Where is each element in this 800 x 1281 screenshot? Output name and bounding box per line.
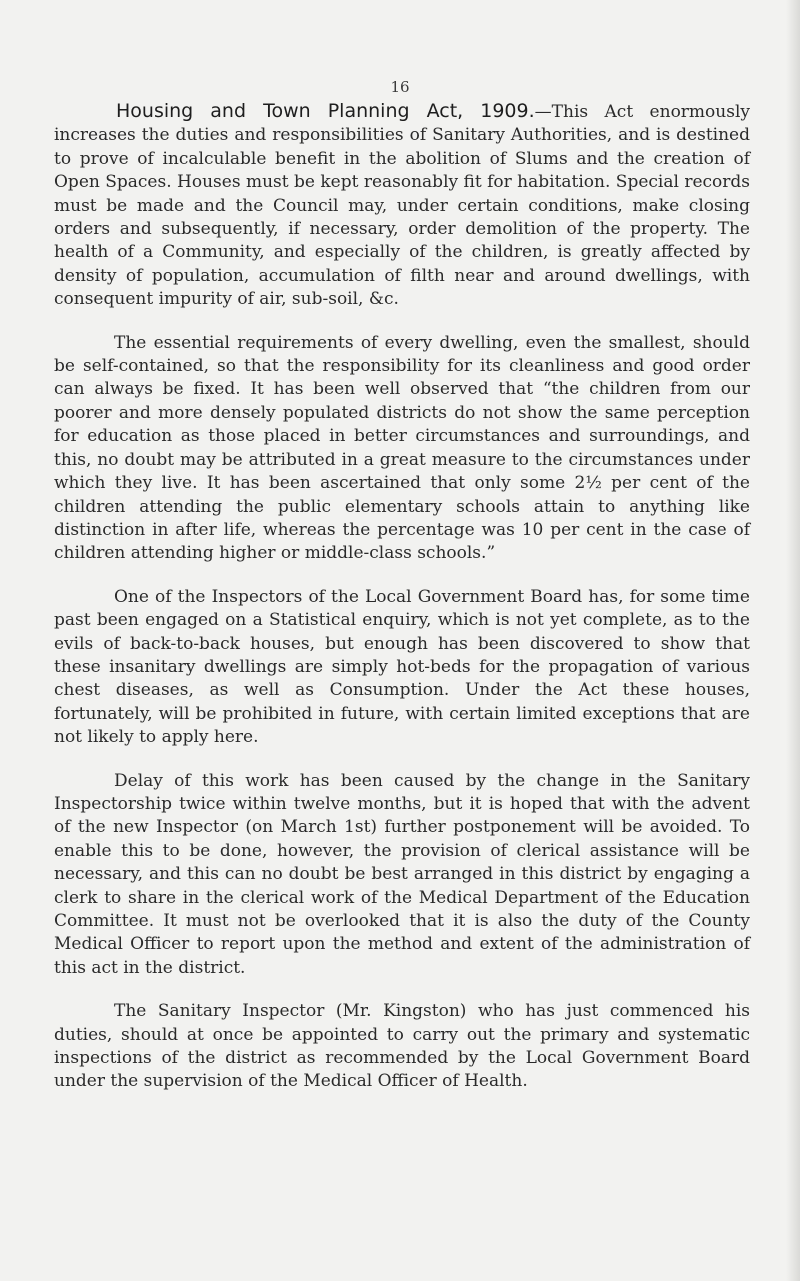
paragraph-back-to-back-houses: One of the Inspectors of the Local Government Board has, for some time past been engaged on a Statistical enquiry, which is not yet complete, as to the evils of back-to-back houses, but enough has been discovered to show that these insanitary dwellings are simply hot-beds for the propagation of various chest diseases, as well as Consumption. Under the Act these houses, fortunately, will be prohibited in future, with certain limited exceptions that are not likely to apply here. bbox=[54, 586, 750, 748]
page-number: 16 bbox=[390, 78, 410, 96]
paragraph-inspectorship-delay: Delay of this work has been caused by the change in the Sanitary Inspectorship twice within twelve months, but it is hoped that with the advent of the new Inspector (on March 1st) further postponement will be avoided. To enable this to be done, however, the provision of clerical assistance will be necessary, and this can no doubt be best arranged in this district by engaging a clerk to share in the clerical work of the Medical Department of the Education Committee. It must not be overlooked that it is also the duty of the County Medical Officer to report upon the method and extent of the administration of this act in the district. bbox=[54, 770, 750, 978]
paragraph-text: —This Act enormously increases the duties and responsibilities of Sanitary Authorities, and is destined to prove of incalculable benefit in the abolition of Slums and the creation of Open Spaces. Houses must be kept reasonably fit for habitation. Special records must be made and the Council may, under certain conditions, make closing orders and subsequently, if necessary, order demolition of the property. The health of a Community, and especially of the children, is greatly affected by density of population, accumulation of filth near and around dwellings, with consequent impurity of air, sub-soil, &c. bbox=[54, 102, 750, 310]
body-text bbox=[54, 100, 750, 1114]
paragraph-sanitary-inspector: The Sanitary Inspector (Mr. Kingston) who has just commenced his duties, should at once be appointed to carry out the primary and systematic inspections of the district as recommended by the Local Government Board under the supervision of the Medical Officer of Health. bbox=[54, 1001, 750, 1092]
paragraph-dwelling-requirements: The essential requirements of every dwelling, even the smallest, should be self-contained, so that the responsibility for its cleanliness and good order can always be fixed. It has been well observed that “the children from our poorer and more densely populated districts do not show the same perception for education as those placed in better circumstances and surroundings, and this, no doubt may be attributed in a great measure to the circumstances under which they live. It has been ascertained that only some 2½ per cent of the children attending the public elementary schools attain to anything like distinction in after life, whereas the percentage was 10 per cent in the case of children attending higher or middle-class schools.” bbox=[54, 332, 750, 564]
section-heading: Housing and Town Planning Act, 1909. bbox=[116, 100, 535, 122]
paragraph-housing-act bbox=[54, 100, 750, 312]
page-edge-shadow bbox=[786, 0, 800, 1281]
